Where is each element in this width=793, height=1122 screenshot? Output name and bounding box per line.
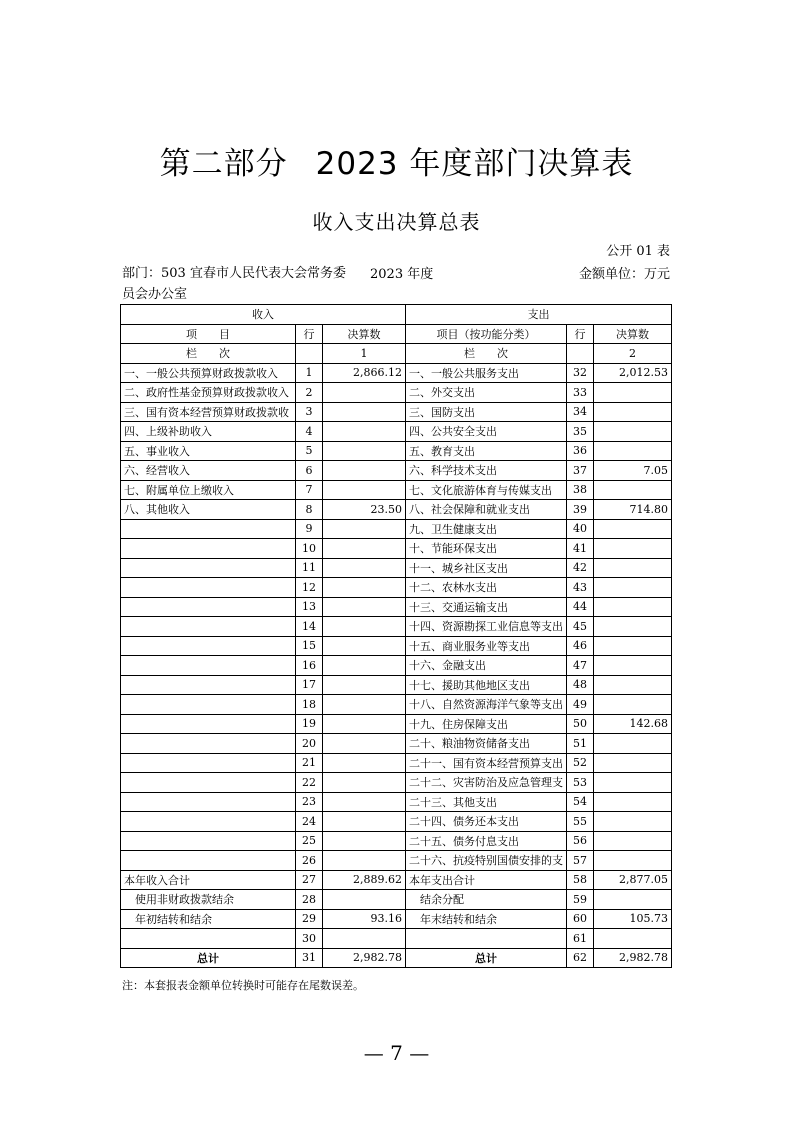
expense-row-number: 60 <box>567 909 594 929</box>
expense-header: 支出 <box>406 305 672 325</box>
expense-amount <box>594 636 672 656</box>
income-amount <box>323 929 406 949</box>
income-item: 一、一般公共预算财政拨款收入 <box>121 363 296 383</box>
table-row <box>121 363 672 383</box>
expense-amount <box>594 578 672 598</box>
income-item: 七、附属单位上缴收入 <box>121 480 296 500</box>
income-row-number: 22 <box>296 773 323 793</box>
expense-column-number: 2 <box>594 344 672 364</box>
income-amount <box>323 773 406 793</box>
expense-amount <box>594 675 672 695</box>
table-row <box>121 695 672 715</box>
income-amount <box>323 792 406 812</box>
expense-item: 十三、交通运输支出 <box>406 597 567 617</box>
table-row <box>121 929 672 949</box>
expense-amount: 7.05 <box>594 461 672 481</box>
expense-amount <box>594 539 672 559</box>
header-row-index <box>121 344 672 364</box>
expense-item: 七、文化旅游体育与传媒支出 <box>406 480 567 500</box>
table-row <box>121 734 672 754</box>
expense-amount <box>594 441 672 461</box>
page-title <box>0 138 793 183</box>
income-row-number: 6 <box>296 461 323 481</box>
table-row <box>121 597 672 617</box>
income-item <box>121 812 296 832</box>
income-amount-header: 决算数 <box>323 324 406 344</box>
expense-total-label: 总计 <box>406 948 567 968</box>
expense-row-number: 32 <box>567 363 594 383</box>
expense-amount: 714.80 <box>594 500 672 520</box>
income-amount <box>323 656 406 676</box>
table-row <box>121 656 672 676</box>
expense-item: 四、公共安全支出 <box>406 422 567 442</box>
title-part-2: 2023 年度部门决算表 <box>315 146 634 182</box>
table-row <box>121 851 672 871</box>
income-amount <box>323 714 406 734</box>
income-row-number: 25 <box>296 831 323 851</box>
table-title: 收入支出决算总表 <box>312 210 481 234</box>
income-row-header: 行 <box>296 324 323 344</box>
table-row <box>121 773 672 793</box>
table-row <box>121 792 672 812</box>
income-item <box>121 597 296 617</box>
department-label: 部门：503 宜春市人民代表大会常务委员会办公室 <box>122 266 346 302</box>
income-header: 收入 <box>121 305 406 325</box>
table-row <box>121 890 672 910</box>
income-row-number: 11 <box>296 558 323 578</box>
income-row-number: 18 <box>296 695 323 715</box>
income-item <box>121 636 296 656</box>
income-row-number: 23 <box>296 792 323 812</box>
income-row-number: 3 <box>296 402 323 422</box>
income-item <box>121 617 296 637</box>
expense-item: 三、国防支出 <box>406 402 567 422</box>
income-amount: 2,889.62 <box>323 870 406 890</box>
income-row-number: 27 <box>296 870 323 890</box>
income-row-number: 10 <box>296 539 323 559</box>
expense-amount <box>594 734 672 754</box>
income-row-number: 14 <box>296 617 323 637</box>
total-row <box>121 948 672 968</box>
income-amount <box>323 636 406 656</box>
income-amount <box>323 617 406 637</box>
expense-row-number: 41 <box>567 539 594 559</box>
expense-item: 十、节能环保支出 <box>406 539 567 559</box>
page-number: — 7 — <box>363 1041 430 1065</box>
income-amount <box>323 383 406 403</box>
expense-item: 年末结转和结余 <box>406 909 567 929</box>
income-amount <box>323 539 406 559</box>
income-item <box>121 714 296 734</box>
income-item <box>121 558 296 578</box>
expense-total-amount: 2,982.78 <box>594 948 672 968</box>
income-amount <box>323 519 406 539</box>
table-row <box>121 500 672 520</box>
table-row <box>121 383 672 403</box>
expense-item: 十五、商业服务业等支出 <box>406 636 567 656</box>
expense-item-header: 项目（按功能分类） <box>406 324 567 344</box>
income-amount: 23.50 <box>323 500 406 520</box>
income-row-number: 13 <box>296 597 323 617</box>
income-row-number: 8 <box>296 500 323 520</box>
expense-amount-header: 决算数 <box>594 324 672 344</box>
income-amount <box>323 753 406 773</box>
income-item: 使用非财政拨款结余 <box>121 890 296 910</box>
income-row-number: 20 <box>296 734 323 754</box>
table-row <box>121 441 672 461</box>
expense-item: 五、教育支出 <box>406 441 567 461</box>
income-item: 年初结转和结余 <box>121 909 296 929</box>
income-amount <box>323 831 406 851</box>
expense-amount <box>594 851 672 871</box>
table-row <box>121 812 672 832</box>
expense-item: 二十、粮油物资储备支出 <box>406 734 567 754</box>
income-row-number: 19 <box>296 714 323 734</box>
fiscal-year: 2023 年度 <box>370 267 434 282</box>
expense-row-number: 34 <box>567 402 594 422</box>
income-row-number: 1 <box>296 363 323 383</box>
expense-amount <box>594 792 672 812</box>
table-row <box>121 461 672 481</box>
title-part-1: 第二部分 <box>159 146 288 182</box>
expense-column-label: 栏 次 <box>406 344 567 364</box>
header-row-group <box>121 305 672 325</box>
income-row-number: 29 <box>296 909 323 929</box>
table-row <box>121 831 672 851</box>
income-item: 六、经营收入 <box>121 461 296 481</box>
expense-amount <box>594 383 672 403</box>
expense-amount: 105.73 <box>594 909 672 929</box>
income-total-row-number: 31 <box>296 948 323 968</box>
expense-amount <box>594 480 672 500</box>
income-item <box>121 695 296 715</box>
income-item <box>121 831 296 851</box>
expense-amount <box>594 812 672 832</box>
income-amount: 93.16 <box>323 909 406 929</box>
expense-total-row-number: 62 <box>567 948 594 968</box>
expense-row-number: 54 <box>567 792 594 812</box>
expense-row-header: 行 <box>567 324 594 344</box>
income-row-number: 12 <box>296 578 323 598</box>
table-row <box>121 909 672 929</box>
expense-row-number: 37 <box>567 461 594 481</box>
expense-row-number: 44 <box>567 597 594 617</box>
expense-amount <box>594 929 672 949</box>
expense-amount <box>594 695 672 715</box>
income-item-header: 项 目 <box>121 324 296 344</box>
income-amount <box>323 695 406 715</box>
income-amount <box>323 597 406 617</box>
income-item <box>121 539 296 559</box>
income-row-number: 16 <box>296 656 323 676</box>
expense-amount <box>594 402 672 422</box>
income-row-number: 2 <box>296 383 323 403</box>
expense-row-number: 57 <box>567 851 594 871</box>
expense-row-number: 40 <box>567 519 594 539</box>
income-row-number: 17 <box>296 675 323 695</box>
expense-item: 十六、金融支出 <box>406 656 567 676</box>
table-row <box>121 675 672 695</box>
expense-amount: 142.68 <box>594 714 672 734</box>
expense-amount <box>594 656 672 676</box>
income-item <box>121 675 296 695</box>
expense-item: 本年支出合计 <box>406 870 567 890</box>
income-amount <box>323 558 406 578</box>
expense-row-number: 47 <box>567 656 594 676</box>
expense-item: 结余分配 <box>406 890 567 910</box>
expense-row-number: 43 <box>567 578 594 598</box>
income-item <box>121 656 296 676</box>
expense-item: 十八、自然资源海洋气象等支出 <box>406 695 567 715</box>
income-amount <box>323 402 406 422</box>
expense-row-number: 33 <box>567 383 594 403</box>
expense-row-number: 51 <box>567 734 594 754</box>
expense-row-number: 46 <box>567 636 594 656</box>
expense-item: 二十五、债务付息支出 <box>406 831 567 851</box>
expense-item: 八、社会保障和就业支出 <box>406 500 567 520</box>
currency-unit: 金额单位：万元 <box>578 267 670 282</box>
income-column-number: 1 <box>323 344 406 364</box>
expense-row-number: 49 <box>567 695 594 715</box>
income-item <box>121 578 296 598</box>
income-total-amount: 2,982.78 <box>323 948 406 968</box>
income-row-number: 21 <box>296 753 323 773</box>
income-item: 二、政府性基金预算财政拨款收入 <box>121 383 296 403</box>
expense-row-number: 59 <box>567 890 594 910</box>
table-row <box>121 753 672 773</box>
expense-amount <box>594 773 672 793</box>
expense-row-number: 56 <box>567 831 594 851</box>
expense-item: 九、卫生健康支出 <box>406 519 567 539</box>
expense-row-number: 61 <box>567 929 594 949</box>
expense-item: 十九、住房保障支出 <box>406 714 567 734</box>
expense-amount: 2,012.53 <box>594 363 672 383</box>
expense-item: 六、科学技术支出 <box>406 461 567 481</box>
income-amount <box>323 578 406 598</box>
expense-amount <box>594 890 672 910</box>
expense-row-number: 39 <box>567 500 594 520</box>
income-row-number: 15 <box>296 636 323 656</box>
expense-row-number: 53 <box>567 773 594 793</box>
expense-item: 二十六、抗疫特别国债安排的支 <box>406 851 567 871</box>
expense-amount <box>594 597 672 617</box>
expense-row-number: 36 <box>567 441 594 461</box>
income-row-number: 26 <box>296 851 323 871</box>
expense-item: 十七、援助其他地区支出 <box>406 675 567 695</box>
income-row-number: 4 <box>296 422 323 442</box>
income-item: 八、其他收入 <box>121 500 296 520</box>
expense-item: 二十二、灾害防治及应急管理支 <box>406 773 567 793</box>
expense-row-number: 35 <box>567 422 594 442</box>
expense-amount <box>594 831 672 851</box>
expense-amount <box>594 558 672 578</box>
expense-item: 二十三、其他支出 <box>406 792 567 812</box>
income-amount <box>323 890 406 910</box>
expense-item <box>406 929 567 949</box>
income-amount <box>323 851 406 871</box>
income-row-number: 30 <box>296 929 323 949</box>
expense-item: 二十一、国有资本经营预算支出 <box>406 753 567 773</box>
income-amount <box>323 675 406 695</box>
income-item <box>121 734 296 754</box>
income-item: 四、上级补助收入 <box>121 422 296 442</box>
income-column-label: 栏 次 <box>121 344 296 364</box>
income-amount: 2,866.12 <box>323 363 406 383</box>
expense-row-number: 45 <box>567 617 594 637</box>
expense-row-index-blank <box>567 344 594 364</box>
expense-amount: 2,877.05 <box>594 870 672 890</box>
table-row <box>121 539 672 559</box>
table-row <box>121 617 672 637</box>
income-amount <box>323 422 406 442</box>
table-row <box>121 402 672 422</box>
income-row-number: 9 <box>296 519 323 539</box>
income-amount <box>323 812 406 832</box>
income-row-number: 24 <box>296 812 323 832</box>
table-row <box>121 558 672 578</box>
expense-item: 十二、农林水支出 <box>406 578 567 598</box>
income-item <box>121 773 296 793</box>
table-row <box>121 636 672 656</box>
income-amount <box>323 480 406 500</box>
income-row-number: 5 <box>296 441 323 461</box>
table-row <box>121 578 672 598</box>
expense-amount <box>594 422 672 442</box>
income-amount <box>323 441 406 461</box>
income-item <box>121 519 296 539</box>
table-row <box>121 870 672 890</box>
expense-amount <box>594 617 672 637</box>
income-item <box>121 851 296 871</box>
income-amount <box>323 461 406 481</box>
income-row-index-blank <box>296 344 323 364</box>
expense-row-number: 38 <box>567 480 594 500</box>
expense-item: 二、外交支出 <box>406 383 567 403</box>
expense-row-number: 50 <box>567 714 594 734</box>
income-item: 本年收入合计 <box>121 870 296 890</box>
form-number: 公开 01 表 <box>606 244 670 259</box>
income-item: 三、国有资本经营预算财政拨款收 <box>121 402 296 422</box>
expense-amount <box>594 519 672 539</box>
expense-item: 一、一般公共服务支出 <box>406 363 567 383</box>
footnote: 注：本套报表金额单位转换时可能存在尾数误差。 <box>122 979 364 992</box>
expense-item: 十一、城乡社区支出 <box>406 558 567 578</box>
expense-item: 十四、资源勘探工业信息等支出 <box>406 617 567 637</box>
expense-row-number: 42 <box>567 558 594 578</box>
expense-amount <box>594 753 672 773</box>
table-row <box>121 480 672 500</box>
income-total-label: 总计 <box>121 948 296 968</box>
expense-row-number: 48 <box>567 675 594 695</box>
income-row-number: 7 <box>296 480 323 500</box>
table-row <box>121 422 672 442</box>
income-item <box>121 929 296 949</box>
table-row <box>121 519 672 539</box>
expense-row-number: 52 <box>567 753 594 773</box>
income-item <box>121 792 296 812</box>
income-row-number: 28 <box>296 890 323 910</box>
expense-row-number: 55 <box>567 812 594 832</box>
income-item: 五、事业收入 <box>121 441 296 461</box>
expense-item: 二十四、债务还本支出 <box>406 812 567 832</box>
income-expense-table <box>120 304 672 968</box>
income-amount <box>323 734 406 754</box>
table-row <box>121 714 672 734</box>
header-row-columns <box>121 324 672 344</box>
income-item <box>121 753 296 773</box>
expense-row-number: 58 <box>567 870 594 890</box>
